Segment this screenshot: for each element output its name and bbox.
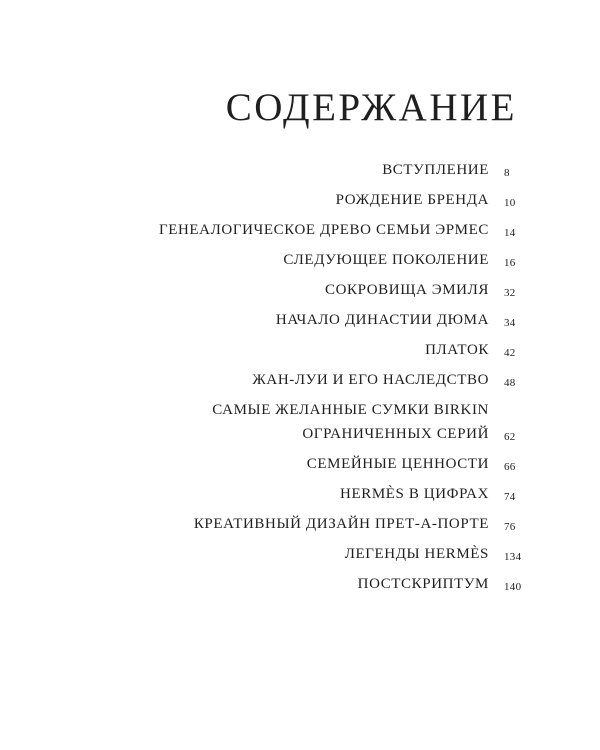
toc-entry-title: СЛЕДУЮЩЕЕ ПОКОЛЕНИЕ: [283, 252, 489, 268]
toc-entry[interactable]: [0, 450, 600, 480]
toc-entry-page: 74: [504, 491, 516, 503]
toc-entry-page: 16: [504, 257, 516, 269]
toc-entry-page: 32: [504, 287, 516, 299]
toc-entry-title-line: САМЫЕ ЖЕЛАННЫЕ СУМКИ BIRKIN: [212, 402, 489, 418]
toc-entry-page: 34: [504, 317, 516, 329]
toc-entry-title: ГЕНЕАЛОГИЧЕСКОЕ ДРЕВО СЕМЬИ ЭРМЕС: [158, 222, 489, 238]
toc-entry-title: ВСТУПЛЕНИЕ: [382, 162, 489, 178]
toc-entry-title-line: ОГРАНИЧЕННЫХ СЕРИЙ: [302, 426, 489, 442]
toc-entry-title: СЕМЕЙНЫЕ ЦЕННОСТИ: [306, 456, 489, 472]
toc-entry-title: ПЛАТОК: [425, 342, 489, 358]
toc-entry[interactable]: [0, 306, 600, 336]
toc-entry-title: СОКРОВИЩА ЭМИЛЯ: [324, 282, 489, 298]
toc-entry-page: 62: [504, 431, 516, 443]
toc-entry-page: 42: [504, 347, 516, 359]
toc-entry[interactable]: [0, 480, 600, 510]
toc-entry[interactable]: [0, 510, 600, 540]
toc-entry-page: 76: [504, 521, 516, 533]
toc-entry-page: 14: [504, 227, 516, 239]
toc-entry[interactable]: [0, 156, 600, 186]
toc-entry[interactable]: [0, 540, 600, 570]
toc-entry-title: ПОСТСКРИПТУМ: [357, 576, 489, 592]
toc-entry[interactable]: [0, 396, 600, 450]
toc-entry-title: НАЧАЛО ДИНАСТИИ ДЮМА: [275, 312, 489, 328]
toc-entry-title: РОЖДЕНИЕ БРЕНДА: [335, 192, 489, 208]
toc-entry[interactable]: [0, 570, 600, 600]
toc-entry-title: ЖАН-ЛУИ И ЕГО НАСЛЕДСТВО: [252, 372, 489, 388]
toc-entry[interactable]: [0, 186, 600, 216]
toc-entry-page: 8: [504, 167, 510, 179]
toc-entry[interactable]: [0, 366, 600, 396]
toc-entry[interactable]: [0, 216, 600, 246]
toc-entry-title: КРЕАТИВНЫЙ ДИЗАЙН ПРЕТ-А-ПОРТЕ: [193, 516, 489, 532]
toc-entry-page: 140: [504, 581, 522, 593]
toc-entry-page: 134: [504, 551, 522, 563]
toc-entry-title: HERMÈS В ЦИФРАХ: [340, 486, 489, 502]
toc-entry-page: 48: [504, 377, 516, 389]
toc-entry-title: ЛЕГЕНДЫ HERMÈS: [344, 546, 489, 562]
toc-entry[interactable]: [0, 246, 600, 276]
toc-entry[interactable]: [0, 336, 600, 366]
toc-entry-page: 66: [504, 461, 516, 473]
toc-entry-title: [212, 398, 489, 446]
toc-entry[interactable]: [0, 276, 600, 306]
page-title: СОДЕРЖАНИЕ: [225, 86, 517, 129]
toc-entry-page: 10: [504, 197, 516, 209]
